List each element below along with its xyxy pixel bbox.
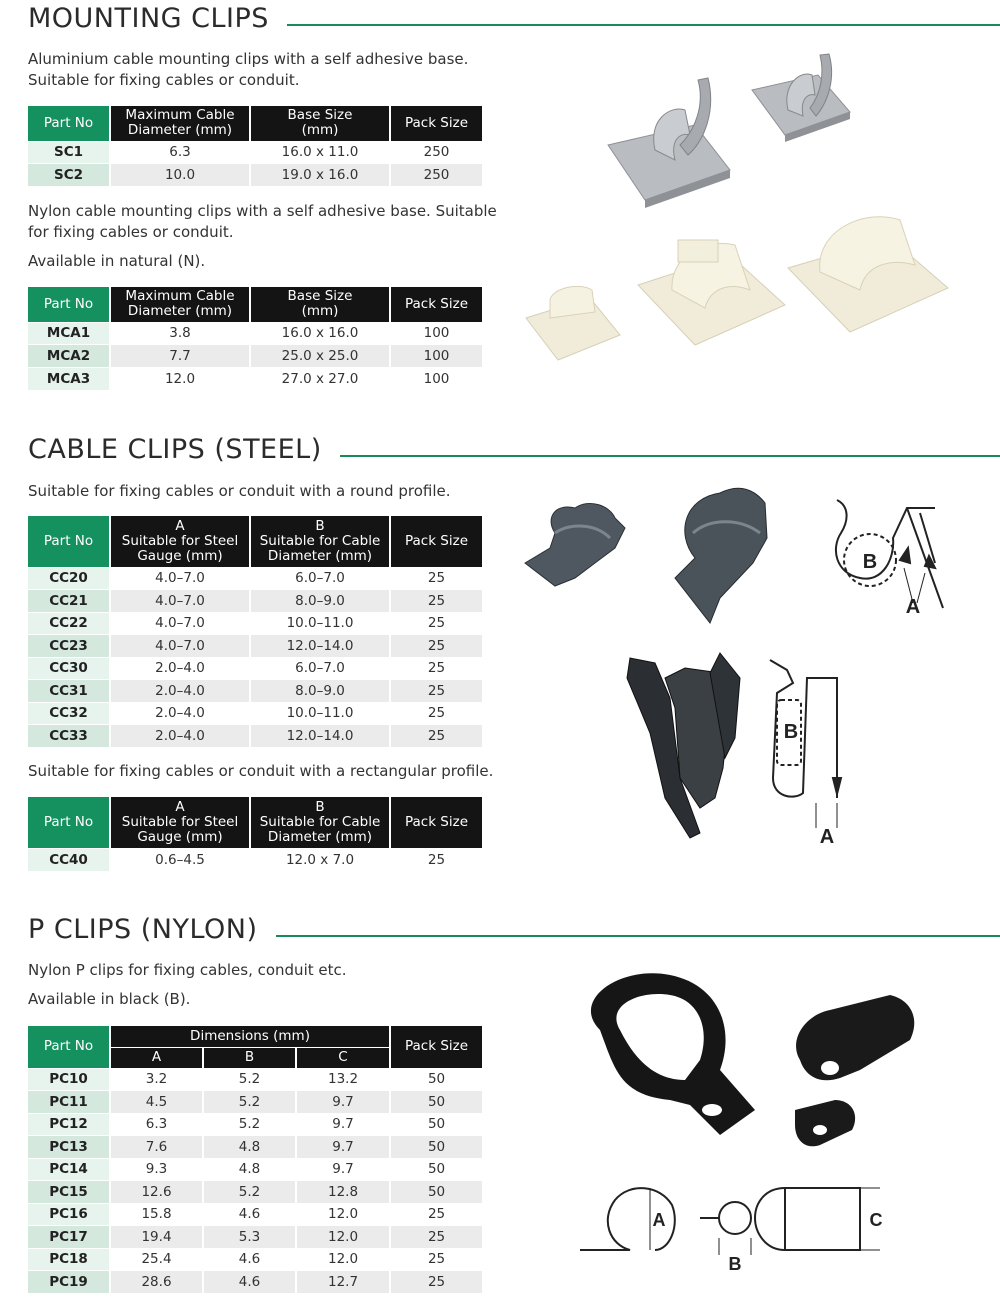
table-cell: 250	[390, 164, 482, 187]
table-header-cell: Part No	[28, 516, 110, 567]
table-cell: 6.3	[110, 1113, 203, 1136]
section-heading-cable-clips-steel	[28, 436, 1000, 463]
table-cell: 50	[390, 1181, 482, 1204]
diagram-label-a: A	[652, 1210, 666, 1230]
table-cell: 25	[390, 657, 482, 680]
table-cell: 4.6	[203, 1203, 296, 1226]
section-title: P CLIPS (NYLON)	[28, 914, 258, 945]
table-row	[28, 1203, 482, 1226]
table-cell: 2.0–4.0	[110, 680, 250, 703]
table-cell: 4.8	[203, 1136, 296, 1159]
part-number-cell: MCA2	[28, 345, 110, 368]
diagram-label-c: C	[869, 1210, 883, 1230]
table-cell: 13.2	[296, 1068, 390, 1091]
table-cell: 100	[390, 345, 482, 368]
table-cell: 3.8	[110, 322, 250, 345]
table-cell: 12.6	[110, 1181, 203, 1204]
table-header-cell: A Suitable for Steel Gauge (mm)	[110, 516, 250, 567]
table-cell: 25	[390, 725, 482, 748]
table-cell: 0.6–4.5	[110, 848, 250, 871]
table-cell: 50	[390, 1136, 482, 1159]
steel-clip-round-large-image	[675, 488, 767, 623]
diagram-label-b: B	[862, 551, 878, 573]
table-header-cell: Pack Size	[390, 797, 482, 848]
table-aluminium-mounting-clips	[28, 106, 482, 186]
part-number-cell: PC19	[28, 1271, 110, 1294]
table-header-cell: Pack Size	[390, 287, 482, 322]
part-number-cell: CC23	[28, 635, 110, 658]
steel-clip-rectangular-image	[627, 653, 740, 838]
table-cell: 25	[390, 590, 482, 613]
diagram-label-b: B	[783, 721, 799, 743]
part-number-cell: CC32	[28, 702, 110, 725]
nylon-clip-small-image	[526, 286, 620, 360]
table-cell: 5.2	[203, 1091, 296, 1114]
pclips-description	[28, 960, 347, 1010]
table-row	[28, 1091, 482, 1114]
description-line: Nylon cable mounting clips with a self adhesive base. Suitable	[28, 202, 497, 220]
table-cell: 50	[390, 1158, 482, 1181]
p-clip-large-image	[591, 973, 755, 1135]
part-number-cell: CC20	[28, 567, 110, 590]
table-header-cell: Pack Size	[390, 106, 482, 141]
table-row	[28, 1248, 482, 1271]
part-number-cell: SC1	[28, 141, 110, 164]
table-cell: 25	[390, 848, 482, 871]
table-cell: 25	[390, 702, 482, 725]
table-cell: 27.0 x 27.0	[250, 367, 390, 390]
table-cell: 7.6	[110, 1136, 203, 1159]
table-row	[28, 590, 482, 613]
table-cell: 5.2	[203, 1181, 296, 1204]
table-cell: 12.7	[296, 1271, 390, 1294]
table-cell: 2.0–4.0	[110, 725, 250, 748]
table-cell: 4.0–7.0	[110, 612, 250, 635]
table-cell: 8.0–9.0	[250, 590, 390, 613]
section-heading-mounting-clips	[28, 5, 1000, 32]
diagram-label-a: A	[905, 596, 921, 618]
table-header-cell: Part No	[28, 287, 110, 322]
table-cell: 25	[390, 635, 482, 658]
table-header-cell: Base Size (mm)	[250, 106, 390, 141]
table-header-cell: Base Size (mm)	[250, 287, 390, 322]
part-number-cell: CC22	[28, 612, 110, 635]
table-row	[28, 657, 482, 680]
table-cell: 12.0	[296, 1248, 390, 1271]
table-cell: 100	[390, 367, 482, 390]
steel-description-round: Suitable for fixing cables or conduit with a round profile.	[28, 482, 451, 500]
description-line: Available in black (B).	[28, 990, 191, 1008]
part-number-cell: MCA1	[28, 322, 110, 345]
table-row	[28, 848, 482, 871]
table-cell: 12.0 x 7.0	[250, 848, 390, 871]
table-row	[28, 345, 482, 368]
header-dimension-b: B	[203, 1047, 296, 1068]
table-row	[28, 1136, 482, 1159]
header-dimension-a: A	[110, 1047, 203, 1068]
p-clips-figure	[560, 960, 960, 1280]
table-cell: 5.2	[203, 1113, 296, 1136]
part-number-cell: PC18	[28, 1248, 110, 1271]
part-number-cell: PC17	[28, 1226, 110, 1249]
table-cell: 2.0–4.0	[110, 702, 250, 725]
table-row	[28, 141, 482, 164]
heading-rule	[276, 935, 1000, 937]
table-cell: 9.7	[296, 1136, 390, 1159]
aluminium-clip-large-image	[608, 78, 730, 208]
p-clip-medium-image	[796, 995, 914, 1080]
rectangular-clip-diagram	[770, 660, 841, 828]
section-title: MOUNTING CLIPS	[28, 3, 269, 34]
aluminium-clip-small-image	[752, 54, 850, 142]
diagram-label-a: A	[819, 826, 835, 848]
part-number-cell: MCA3	[28, 367, 110, 390]
table-p-clips	[28, 1026, 482, 1293]
diagram-label-b: B	[728, 1254, 742, 1274]
table-row	[28, 702, 482, 725]
table-cell: 5.3	[203, 1226, 296, 1249]
section-title: CABLE CLIPS (STEEL)	[28, 434, 322, 465]
part-number-cell: CC33	[28, 725, 110, 748]
table-cell: 12.0–14.0	[250, 725, 390, 748]
table-cell: 12.0	[296, 1203, 390, 1226]
table-steel-clips-rectangular	[28, 797, 482, 871]
table-cell: 19.0 x 16.0	[250, 164, 390, 187]
table-cell: 25	[390, 1203, 482, 1226]
table-cell: 25	[390, 1271, 482, 1294]
table-header-cell: B Suitable for Cable Diameter (mm)	[250, 516, 390, 567]
description-line: for fixing cables or conduit.	[28, 223, 234, 241]
part-number-cell: CC21	[28, 590, 110, 613]
steel-description-rectangular: Suitable for fixing cables or conduit with a rectangular profile.	[28, 762, 494, 780]
table-steel-clips-round	[28, 516, 482, 747]
table-cell: 5.2	[203, 1068, 296, 1091]
table-cell: 9.7	[296, 1158, 390, 1181]
table-cell: 16.0 x 16.0	[250, 322, 390, 345]
table-header-cell: Maximum Cable Diameter (mm)	[110, 287, 250, 322]
table-cell: 25.0 x 25.0	[250, 345, 390, 368]
table-row	[28, 612, 482, 635]
heading-rule	[287, 24, 1000, 26]
table-cell: 50	[390, 1113, 482, 1136]
table-cell: 4.0–7.0	[110, 590, 250, 613]
table-row	[28, 367, 482, 390]
table-cell: 50	[390, 1091, 482, 1114]
mounting-clips-photo	[520, 50, 960, 380]
table-cell: 15.8	[110, 1203, 203, 1226]
heading-rule	[340, 455, 1000, 457]
table-cell: 100	[390, 322, 482, 345]
part-number-cell: PC13	[28, 1136, 110, 1159]
table-row	[28, 725, 482, 748]
table-cell: 250	[390, 141, 482, 164]
table-cell: 9.7	[296, 1091, 390, 1114]
mounting-description-nylon	[28, 201, 497, 272]
table-cell: 4.0–7.0	[110, 567, 250, 590]
round-clip-diagram	[836, 500, 943, 608]
table-cell: 8.0–9.0	[250, 680, 390, 703]
table-cell: 10.0–11.0	[250, 702, 390, 725]
table-cell: 10.0–11.0	[250, 612, 390, 635]
table-cell: 12.8	[296, 1181, 390, 1204]
part-number-cell: PC11	[28, 1091, 110, 1114]
p-clip-small-image	[795, 1100, 855, 1146]
table-cell: 9.3	[110, 1158, 203, 1181]
part-number-cell: PC14	[28, 1158, 110, 1181]
table-cell: 4.0–7.0	[110, 635, 250, 658]
table-cell: 6.0–7.0	[250, 567, 390, 590]
table-cell: 16.0 x 11.0	[250, 141, 390, 164]
table-row	[28, 1113, 482, 1136]
table-cell: 25	[390, 612, 482, 635]
part-number-cell: CC31	[28, 680, 110, 703]
table-cell: 25	[390, 1226, 482, 1249]
part-number-cell: PC16	[28, 1203, 110, 1226]
table-cell: 12.0	[296, 1226, 390, 1249]
table-cell: 9.7	[296, 1113, 390, 1136]
table-cell: 25	[390, 680, 482, 703]
part-number-cell: CC40	[28, 848, 110, 871]
table-cell: 2.0–4.0	[110, 657, 250, 680]
table-header-cell: Pack Size	[390, 516, 482, 567]
part-number-cell: PC12	[28, 1113, 110, 1136]
table-header-cell: Maximum Cable Diameter (mm)	[110, 106, 250, 141]
header-part-no: Part No	[28, 1026, 110, 1068]
nylon-clip-medium-image	[638, 240, 785, 345]
table-row	[28, 1068, 482, 1091]
table-cell: 4.5	[110, 1091, 203, 1114]
table-cell: 19.4	[110, 1226, 203, 1249]
description-line: Aluminium cable mounting clips with a self adhesive base.	[28, 50, 469, 68]
table-header-cell: Part No	[28, 797, 110, 848]
part-number-cell: PC10	[28, 1068, 110, 1091]
table-row	[28, 635, 482, 658]
table-row	[28, 322, 482, 345]
table-cell: 4.8	[203, 1158, 296, 1181]
table-row	[28, 1271, 482, 1294]
table-cell: 12.0	[110, 367, 250, 390]
table-cell: 50	[390, 1068, 482, 1091]
table-row	[28, 680, 482, 703]
table-cell: 7.7	[110, 345, 250, 368]
table-cell: 25	[390, 567, 482, 590]
table-row	[28, 1158, 482, 1181]
table-cell: 10.0	[110, 164, 250, 187]
table-row	[28, 164, 482, 187]
table-cell: 25.4	[110, 1248, 203, 1271]
p-clip-plan-diagram	[700, 1188, 880, 1255]
table-row	[28, 1226, 482, 1249]
header-pack-size: Pack Size	[390, 1026, 482, 1068]
part-number-cell: CC30	[28, 657, 110, 680]
part-number-cell: SC2	[28, 164, 110, 187]
table-cell: 4.6	[203, 1271, 296, 1294]
table-cell: 25	[390, 1248, 482, 1271]
table-header-cell: B Suitable for Cable Diameter (mm)	[250, 797, 390, 848]
table-row	[28, 567, 482, 590]
section-heading-p-clips-nylon	[28, 916, 1000, 943]
table-cell: 4.6	[203, 1248, 296, 1271]
description-line: Suitable for fixing cables or conduit.	[28, 71, 300, 89]
steel-clips-figure	[515, 478, 960, 848]
table-cell: 3.2	[110, 1068, 203, 1091]
header-dimensions: Dimensions (mm)	[110, 1026, 390, 1047]
part-number-cell: PC15	[28, 1181, 110, 1204]
table-row	[28, 1181, 482, 1204]
table-header-cell: A Suitable for Steel Gauge (mm)	[110, 797, 250, 848]
mounting-description-aluminium	[28, 49, 468, 91]
table-nylon-mounting-clips	[28, 287, 482, 390]
nylon-clip-large-image	[788, 217, 948, 332]
table-cell: 28.6	[110, 1271, 203, 1294]
description-line: Available in natural (N).	[28, 252, 206, 270]
table-cell: 12.0–14.0	[250, 635, 390, 658]
table-cell: 6.0–7.0	[250, 657, 390, 680]
table-header-cell: Part No	[28, 106, 110, 141]
table-cell: 6.3	[110, 141, 250, 164]
steel-clip-round-image	[525, 503, 625, 586]
header-dimension-c: C	[296, 1047, 390, 1068]
description-line: Nylon P clips for fixing cables, conduit etc.	[28, 961, 347, 979]
